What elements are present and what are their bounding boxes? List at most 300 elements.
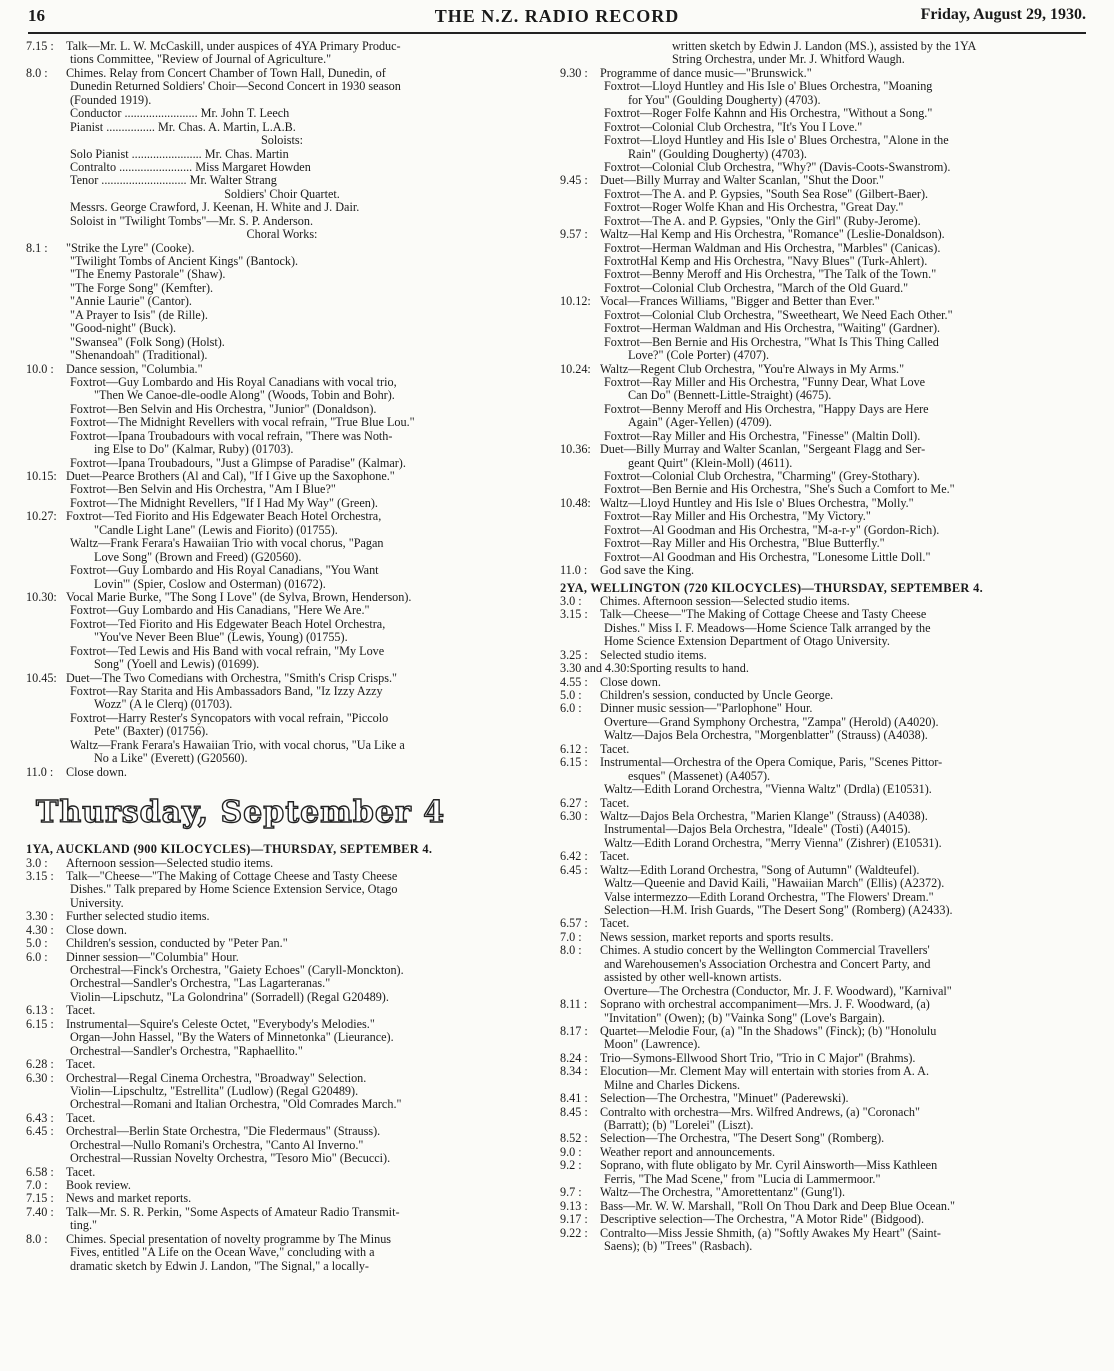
entry-continuation: Conductor ........................ Mr. John T. Leech [70, 107, 290, 121]
programme-entry [560, 1213, 1085, 1226]
entry-text: Tacet. [66, 1004, 96, 1018]
entry-continuation: Saens); (b) "Trees" (Rasbach). [604, 1239, 753, 1253]
entry-time: 6.58 : [26, 1165, 54, 1179]
entry-text: Close down. [600, 675, 661, 689]
programme-entry [26, 510, 538, 523]
entry-continuation: ing Else to Do" (Kalmar, Ruby) (01703). [94, 443, 294, 457]
entry-text: Talk—"Cheese—"The Making of Cottage Cheese and Tasty Cheese [66, 869, 398, 883]
entry-time: 7.0 : [560, 930, 582, 944]
entry-continuation: dramatic sketch by Edwin J. Landon, "The Signal," a locally- [70, 1259, 369, 1273]
entry-continuation: Moon" (Lawrence). [604, 1038, 701, 1052]
entry-continuation: Foxtrot—Herman Waldman and His Orchestra, "Waiting" (Gardner). [604, 322, 941, 336]
entry-text: Waltz—Lloyd Huntley and His Isle o' Blues Orchestra, "Molly." [600, 496, 914, 510]
entry-continuation: University. [70, 896, 124, 910]
entry-time: 8.0 : [26, 1232, 48, 1246]
left-column [26, 40, 538, 1273]
entry-continuation: Love?" (Cole Porter) (4707). [628, 349, 770, 363]
entry-time: 9.13 : [560, 1199, 588, 1213]
station-heading: 1YA, AUCKLAND (900 KILOCYCLES)—THURSDAY, SEPTEMBER 4. [26, 843, 433, 857]
programme-entry [560, 689, 1085, 702]
entry-time: 8.24 : [560, 1051, 588, 1065]
entry-time: 10.30: [26, 590, 57, 604]
entry-text: Talk—Cheese—"The Making of Cottage Cheese and Tasty Cheese [600, 608, 927, 622]
entry-continuation: Dunedin Returned Soldiers' Choir—Second Concert in 1930 season [70, 80, 401, 94]
entry-continuation: Again" (Ager-Yellen) (4709). [628, 416, 772, 430]
entry-time: 6.0 : [26, 950, 48, 964]
programme-entry [26, 1192, 538, 1205]
programme-entry [26, 910, 538, 923]
programme-entry [26, 1112, 538, 1125]
programme-entry [560, 1200, 1085, 1213]
entry-time: 6.0 : [560, 702, 582, 716]
entry-time: 6.30 : [560, 809, 588, 823]
entry-text: Afternoon session—Selected studio items. [66, 856, 274, 870]
entry-continuation: Waltz—Queenie and David Kaili, "Hawaiian March" (Ellis) (A2372). [604, 877, 945, 891]
centered-heading: Choral Works: [246, 228, 318, 242]
entry-text: Chimes. A studio concert by the Wellington Commercial Travellers' [600, 944, 930, 958]
entry-continuation: Love Song" (Brown and Freed) (G20560). [94, 550, 302, 564]
programme-entry [26, 470, 538, 483]
entry-time: 8.1 : [26, 241, 48, 255]
entry-continuation: String Orchestra, under Mr. J. Whitford Waugh. [672, 53, 905, 67]
programme-entry [26, 937, 538, 950]
entry-time: 7.0 : [26, 1179, 48, 1192]
entry-text: Duet—Billy Murray and Walter Scanlan, "Sergeant Flagg and Ser- [600, 443, 926, 457]
entry-continuation: Solo Pianist ....................... Mr. Chas. Martin [70, 147, 289, 161]
entry-text: Orchestral—Regal Cinema Orchestra, "Broadway" Selection. [66, 1071, 367, 1085]
entry-continuation: assisted by other well-known artists. [604, 971, 782, 985]
programme-entry [560, 743, 1085, 756]
entry-time: 9.57 : [560, 228, 588, 242]
entry-text: Book review. [66, 1179, 131, 1192]
entry-continuation: Milne and Charles Dickens. [604, 1078, 741, 1092]
entry-text: Contralto with orchestra—Mrs. Wilfred Andrews, (a) "Coronach" [600, 1105, 920, 1119]
entry-continuation: Selection—H.M. Irish Guards, "The Desert Song" (Romberg) (A2433). [604, 904, 953, 917]
entry-time: 6.15 : [26, 1017, 54, 1031]
entry-continuation: geant Quirt" (Klein-Moll) (4611). [628, 456, 793, 470]
entry-text: Waltz—Hal Kemp and His Orchestra, "Romance" (Leslie-Donaldson). [600, 228, 945, 242]
entry-continuation: Violin—Lipschutz, "La Golondrina" (Sorradell) (Regal G20489). [70, 990, 389, 1004]
entry-text: Dinner music session—"Parlophone" Hour. [600, 702, 813, 716]
programme-entry [26, 40, 538, 53]
entry-continuation: "Twilight Tombs of Ancient Kings" (Bantock). [70, 255, 299, 268]
entry-time: 8.11 : [560, 998, 588, 1012]
entry-text: Weather report and announcements. [600, 1145, 775, 1159]
entry-time: 9.22 : [560, 1226, 588, 1240]
entry-continuation: Foxtrot—Benny Meroff and His Orchestra, "The Talk of the Town." [604, 268, 937, 282]
entry-continuation: Foxtrot—The Midnight Revellers with vocal refrain, "True Blue Lou." [70, 416, 415, 430]
programme-entry [26, 924, 538, 937]
entry-continuation: "You've Never Been Blue" (Lewis, Young) (01755). [94, 631, 348, 645]
entry-time: 6.15 : [560, 756, 588, 770]
entry-time: 3.30 : [26, 910, 54, 924]
entry-continuation: Foxtrot—Ray Miller and His Orchestra, "My Victory." [604, 510, 871, 524]
entry-continuation: Foxtrot—Al Goodman and His Orchestra, "M-a-r-y" (Gordon-Rich). [604, 523, 940, 537]
programme-entry [26, 766, 538, 779]
programme-entry [560, 1159, 1085, 1172]
entry-time: 6.45 : [26, 1125, 54, 1139]
entry-continuation: and Warehousemen's Association Orchestra and Concert Party, and [604, 957, 931, 971]
entry-time: 7.15 : [26, 40, 54, 53]
entry-text: Foxtrot—Ted Fiorito and His Edgewater Beach Hotel Orchestra, [66, 510, 382, 524]
programme-entry [560, 702, 1085, 715]
programme-entry [560, 1106, 1085, 1119]
entry-continuation: Organ—John Hassel, "By the Waters of Minnetonka" (Lieurance). [70, 1031, 394, 1045]
entry-continuation: Foxtrot—Herman Waldman and His Orchestra, "Marbles" (Canicas). [604, 241, 941, 255]
entry-continuation: (Barratt); (b) "Lorelei" (Liszt). [604, 1119, 754, 1132]
entry-text: Chimes. Afternoon session—Selected studio items. [600, 594, 850, 608]
entry-text: Orchestral—Berlin State Orchestra, "Die Fledermaus" (Strauss). [66, 1125, 381, 1139]
entry-continuation: Foxtrot—Guy Lombardo and His Royal Canadians with vocal trio, [70, 375, 397, 389]
programme-entry [560, 564, 1085, 577]
entry-text: Tacet. [66, 1058, 96, 1072]
entry-time: 9.45 : [560, 174, 588, 188]
entry-continuation: Song" (Yoell and Lewis) (01699). [94, 658, 260, 672]
entry-time: 3.0 : [26, 856, 48, 870]
programme-entry [26, 1166, 538, 1179]
entry-time: 11.0 : [560, 564, 588, 578]
entry-continuation: Foxtrot—Ipana Troubadours with vocal refrain, "There was Noth- [70, 429, 393, 443]
programme-entry [560, 174, 1085, 187]
entry-text: Trio—Symons-Ellwood Short Trio, "Trio in C Major" (Brahms). [600, 1051, 916, 1065]
entry-text: Vocal Marie Burke, "The Song I Love" (de Sylva, Brown, Henderson). [66, 590, 412, 604]
entry-continuation: Pianist ................ Mr. Chas. A. Martin, L.A.B. [70, 120, 296, 134]
entry-text: Duet—Pearce Brothers (Al and Cal), "If I Give up the Saxophone." [66, 470, 395, 483]
entry-continuation: Ferris, "The Mad Scene," from "Lucia di Lammermoor." [604, 1172, 881, 1186]
entry-time: 11.0 : [26, 765, 54, 779]
entry-continuation: "Swansea" (Folk Song) (Holst). [70, 335, 225, 349]
entry-text: Contralto—Miss Jessie Shmith, (a) "Softly Awakes My Heart" (Saint- [600, 1226, 941, 1240]
programme-entry [26, 1125, 538, 1138]
entry-time: 10.24: [560, 362, 591, 376]
entry-continuation: written sketch by Edwin J. Landon (MS.), assisted by the 1YA [672, 40, 977, 53]
entry-text: Dance session, "Columbia." [66, 362, 203, 376]
entry-continuation: Foxtrot—Ray Starita and His Ambassadors Band, "Iz Izzy Azzy [70, 685, 383, 698]
entry-text: Dinner session—"Columbia" Hour. [66, 950, 239, 964]
entry-time: 6.28 : [26, 1058, 54, 1072]
programme-entry [560, 1065, 1085, 1078]
entry-text: Further selected studio items. [66, 910, 210, 924]
programme-entry [560, 1052, 1085, 1065]
programme-entry [560, 295, 1085, 308]
entry-continuation: "Shenandoah" (Traditional). [70, 349, 208, 363]
programme-entry [560, 810, 1085, 823]
entry-time: 8.0 : [560, 944, 582, 958]
entry-time: 6.13 : [26, 1004, 54, 1018]
entry-continuation: Orchestral—Romani and Italian Orchestra, "Old Comrades March." [70, 1098, 402, 1112]
entry-text: "Strike the Lyre" (Cooke). [66, 241, 195, 255]
entry-continuation: Home Science Extension Department of Otago University. [604, 635, 890, 649]
entry-text: Children's session, conducted by Uncle George. [600, 689, 834, 702]
entry-time: 6.57 : [560, 917, 588, 931]
entry-text: Tacet. [66, 1111, 96, 1125]
entry-text: News and market reports. [66, 1192, 192, 1206]
entry-continuation: Can Do" (Bennett-Little-Straight) (4675). [628, 389, 832, 403]
programme-entry [560, 1227, 1085, 1240]
programme-entry [26, 242, 538, 255]
entry-time: 6.27 : [560, 796, 588, 810]
programme-entry [560, 1186, 1085, 1199]
entry-continuation: Waltz—Edith Lorand Orchestra, "Merry Vienna" (Zishrer) (E10531). [604, 836, 942, 850]
entry-continuation: Foxtrot—Colonial Club Orchestra, "Sweetheart, We Need Each Other." [604, 308, 953, 322]
entry-continuation: Foxtrot—The Midnight Revellers, "If I Had My Way" (Green). [70, 496, 378, 510]
right-column [560, 40, 1085, 1253]
entry-continuation: Overture—Grand Symphony Orchestra, "Zampa" (Herold) (A4020). [604, 715, 939, 729]
entry-continuation: Fives, entitled "A Life on the Ocean Wave," concluding with a [70, 1246, 375, 1260]
entry-continuation: (Founded 1919). [70, 93, 152, 107]
entry-time: 3.0 : [560, 594, 582, 608]
issue-date: Friday, August 29, 1930. [920, 6, 1086, 23]
entry-time: 9.30 : [560, 66, 588, 80]
programme-entry [560, 998, 1085, 1011]
entry-time: 5.0 : [560, 689, 582, 702]
entry-continuation: "The Forge Song" (Kemfter). [70, 281, 214, 295]
programme-entry [560, 1092, 1085, 1105]
programme-entry [26, 951, 538, 964]
entry-continuation: Tenor ............................ Mr. Walter Strang [70, 174, 277, 188]
station-heading: 2YA, WELLINGTON (720 KILOCYCLES)—THURSDAY, SEPTEMBER 4. [560, 581, 983, 595]
entry-continuation: tions Committee, "Review of Journal of Agriculture." [70, 53, 332, 67]
entry-time: 9.7 : [560, 1186, 582, 1200]
entry-continuation: Foxtrot—Benny Meroff and His Orchestra, "Happy Days are Here [604, 402, 929, 416]
programme-entry [26, 1072, 538, 1085]
entry-text: Tacet. [600, 742, 630, 756]
entry-time: 10.15: [26, 470, 57, 483]
entry-continuation: Waltz—Frank Ferara's Hawaiian Trio, with vocal chorus, "Ua Like a [70, 738, 405, 752]
entry-time: 6.12 : [560, 742, 588, 756]
entry-continuation: Waltz—Frank Ferara's Hawaiian Trio with vocal chorus, "Pagan [70, 537, 384, 551]
entry-text: Selection—The Orchestra, "Minuet" (Paderewski). [600, 1092, 849, 1106]
entry-text: Chimes. Relay from Concert Chamber of Town Hall, Dunedin, of [66, 66, 386, 80]
entry-continuation: Wozz" (A le Clerq) (01703). [94, 698, 233, 712]
entry-text: Quartet—Melodie Four, (a) "In the Shadows" (Finck); (b) "Honolulu [600, 1024, 937, 1038]
programme-entry [560, 676, 1085, 689]
programme-entry [560, 497, 1085, 510]
entry-time: 3.30 and 4.30: [560, 662, 630, 676]
entry-continuation: Foxtrot—Ipana Troubadours, "Just a Glimpse of Paradise" (Kalmar). [70, 456, 406, 470]
entry-continuation: Soloist in "Twilight Tombs"—Mr. S. P. Anderson. [70, 214, 314, 228]
programme-entry [560, 931, 1085, 944]
entry-text: Tacet. [600, 917, 630, 931]
entry-continuation: Orchestral—Finck's Orchestra, "Gaiety Echoes" (Caryll-Monckton). [70, 964, 404, 977]
entry-time: 9.2 : [560, 1159, 582, 1173]
centered-heading: Soldiers' Choir Quartet. [224, 187, 340, 201]
entry-continuation: Foxtrot—Ray Miller and His Orchestra, "Blue Butterfly." [604, 537, 885, 551]
entry-text: Instrumental—Squire's Celeste Octet, "Everybody's Melodies." [66, 1017, 375, 1031]
entry-continuation: Foxtrot—Ben Bernie and His Orchestra, "What Is This Thing Called [604, 335, 939, 349]
entry-time: 8.17 : [560, 1024, 588, 1038]
entry-text: Waltz—Dajos Bela Orchestra, "Marien Klange" (Strauss) (A4038). [600, 809, 928, 823]
entry-time: 9.0 : [560, 1145, 582, 1159]
entry-text: Tacet. [600, 796, 630, 810]
programme-entry [560, 756, 1085, 769]
entry-time: 10.48: [560, 496, 591, 510]
entry-continuation: Foxtrot—Roger Wolfe Khan and His Orchestra, "Great Day." [604, 201, 904, 215]
programme-entry [560, 850, 1085, 863]
entry-time: 8.34 : [560, 1065, 588, 1079]
entry-continuation: Dishes." Miss I. F. Meadows—Home Science Talk arranged by the [604, 621, 931, 635]
entry-time: 10.12: [560, 295, 591, 309]
entry-continuation: Pete" (Baxter) (01756). [94, 725, 209, 739]
entry-continuation: Orchestral—Sandler's Orchestra, "Las Lagarteranas." [70, 977, 331, 991]
entry-text: Duet—The Two Comedians with Orchestra, "Smith's Crisp Crisps." [66, 671, 397, 685]
entry-continuation: Foxtrot—Guy Lombardo and His Royal Canadians, "You Want [70, 564, 379, 578]
programme-entry [560, 864, 1085, 877]
entry-continuation: "Annie Laurie" (Cantor). [70, 295, 192, 309]
entry-continuation: Foxtrot—Colonial Club Orchestra, "Why?" (Davis-Coots-Swanstrom). [604, 160, 951, 174]
entry-continuation: Foxtrot—Guy Lombardo and His Canadians, "Here We Are." [70, 604, 370, 618]
entry-continuation: Foxtrot—The A. and P. Gypsies, "Only the Girl" (Ruby-Jerome). [604, 214, 921, 228]
programme-entry [560, 797, 1085, 810]
entry-time: 10.0 : [26, 362, 54, 376]
entry-continuation: Waltz—Edith Lorand Orchestra, "Vienna Waltz" (Drdla) (E10531). [604, 783, 932, 797]
programme-entry [26, 363, 538, 376]
entry-continuation: Foxtrot—Al Goodman and His Orchestra, "Lonesome Little Doll." [604, 550, 931, 564]
entry-continuation: Foxtrot—Ray Miller and His Orchestra, "Funny Dear, What Love [604, 375, 926, 389]
entry-continuation: Dishes." Talk prepared by Home Science Extension Service, Otago [70, 883, 398, 897]
entry-text: Selection—The Orchestra, "The Desert Song" (Romberg). [600, 1132, 885, 1146]
entry-continuation: "Candle Light Lane" (Lewis and Fiorito) (01755). [94, 523, 338, 537]
entry-time: 8.45 : [560, 1105, 588, 1119]
entry-continuation: Foxtrot—Lloyd Huntley and His Isle o' Blues Orchestra, "Moaning [604, 80, 933, 94]
entry-continuation: Contralto ........................ Miss Margaret Howden [70, 160, 311, 174]
entry-time: 3.25 : [560, 648, 588, 662]
programme-entry [560, 917, 1085, 930]
entry-text: Duet—Billy Murray and Walter Scanlan, "Shut the Door." [600, 174, 884, 188]
entry-continuation: Foxtrot—Colonial Club Orchestra, "Charming" (Grey-Stothary). [604, 470, 920, 483]
entry-continuation: Foxtrot—Lloyd Huntley and His Isle o' Blues Orchestra, "Alone in the [604, 134, 949, 148]
entry-text: Waltz—Edith Lorand Orchestra, "Song of Autumn" (Waldteufel). [600, 863, 920, 877]
programme-entry [26, 1233, 538, 1246]
entry-continuation: "Good-night" (Buck). [70, 322, 177, 336]
entry-text: Vocal—Frances Williams, "Bigger and Better than Ever." [600, 295, 880, 309]
entry-continuation: Valse intermezzo—Edith Lorand Orchestra, "The Flowers' Dream." [604, 890, 934, 904]
entry-text: Soprano, with flute obligato by Mr. Cyril Ainsworth—Miss Kathleen [600, 1159, 938, 1173]
programme-entry [560, 67, 1085, 80]
entry-text: Tacet. [600, 850, 630, 864]
entry-continuation: "Then We Canoe-dle-oodle Along" (Woods, Tobin and Bohr). [94, 389, 395, 403]
page-header [28, 6, 1086, 34]
entry-continuation: Instrumental—Dajos Bela Orchestra, "Ideale" (Tosti) (A4015). [604, 823, 911, 837]
entry-continuation: Lovin'" (Spier, Coslow and Osterman) (01672). [94, 577, 326, 591]
entry-time: 9.17 : [560, 1213, 588, 1227]
entry-time: 7.15 : [26, 1192, 54, 1206]
entry-time: 6.42 : [560, 850, 588, 864]
entry-continuation: Foxtrot—The A. and P. Gypsies, "South Sea Rose" (Gilbert-Baer). [604, 187, 929, 201]
entry-time: 5.0 : [26, 937, 48, 951]
entry-continuation: "Invitation" (Owen); (b) "Vainka Song" (Love's Bargain). [604, 1011, 885, 1025]
entry-text: Children's session, conducted by "Peter Pan." [66, 937, 288, 951]
programme-entry [26, 1206, 538, 1219]
entry-text: Talk—Mr. S. R. Perkin, "Some Aspects of Amateur Radio Transmit- [66, 1205, 400, 1219]
entry-continuation: Foxtrot—Colonial Club Orchestra, "March of the Old Guard." [604, 281, 909, 295]
publication-title: THE N.Z. RADIO RECORD [434, 6, 680, 26]
programme-entry [560, 228, 1085, 241]
programme-entry [560, 662, 1085, 675]
entry-text: Waltz—Regent Club Orchestra, "You're Always in My Arms." [600, 362, 905, 376]
entry-text: Selected studio items. [600, 648, 707, 662]
entry-time: 6.43 : [26, 1111, 54, 1125]
programme-entry [26, 1018, 538, 1031]
programme-entry [560, 363, 1085, 376]
entry-text: Tacet. [66, 1165, 96, 1179]
programme-entry [26, 67, 538, 80]
entry-continuation: Orchestral—Sandler's Orchestra, "Raphaellito." [70, 1044, 303, 1058]
entry-continuation: Rain" (Goulding Dougherty) (4703). [628, 147, 807, 161]
entry-continuation: Foxtrot—Ben Bernie and His Orchestra, "She's Such a Comfort to Me." [604, 483, 955, 497]
entry-continuation: Foxtrot—Ben Selvin and His Orchestra, "Am I Blue?" [70, 483, 336, 497]
programme-entry [26, 870, 538, 883]
entry-text: Close down. [66, 765, 127, 779]
entry-continuation: Orchestral—Russian Novelty Orchestra, "Tesoro Mio" (Becucci). [70, 1152, 391, 1166]
entry-text: Elocution—Mr. Clement May will entertain with stories from A. A. [600, 1065, 930, 1079]
entry-continuation: Overture—The Orchestra (Conductor, Mr. J. F. Woodward), "Karnival" [604, 984, 952, 998]
programme-entry [560, 595, 1085, 608]
entry-continuation: Waltz—Dajos Bela Orchestra, "Morgenblatter" (Strauss) (A4038). [604, 729, 928, 743]
programme-entry [560, 944, 1085, 957]
entry-continuation: Foxtrot—Colonial Club Orchestra, "It's You I Love." [604, 120, 863, 134]
programme-entry [560, 443, 1085, 456]
entry-continuation: Foxtrot—Ben Selvin and His Orchestra, "Junior" (Donaldson). [70, 402, 377, 416]
entry-time: 6.45 : [560, 863, 588, 877]
entry-time: 3.15 : [560, 608, 588, 622]
entry-text: Soprano with orchestral accompaniment—Mrs. J. F. Woodward, (a) [600, 998, 930, 1012]
programme-entry [26, 672, 538, 685]
programme-entry [26, 1004, 538, 1017]
entry-time: 3.15 : [26, 869, 54, 883]
entry-continuation: ting." [70, 1219, 97, 1233]
entry-continuation: Messrs. George Crawford, J. Keenan, H. White and J. Dair. [70, 201, 360, 215]
programme-entry [26, 1179, 538, 1192]
entry-continuation: Foxtrot—Ray Miller and His Orchestra, "Finesse" (Maltin Doll). [604, 429, 921, 443]
programme-entry [26, 1058, 538, 1071]
entry-text: Chimes. Special presentation of novelty programme by The Minus [66, 1232, 392, 1246]
entry-time: 4.30 : [26, 923, 54, 937]
entry-time: 6.30 : [26, 1071, 54, 1085]
entry-text: Programme of dance music—"Brunswick." [600, 66, 812, 80]
entry-time: 10.36: [560, 443, 591, 457]
entry-continuation: esques" (Massenet) (A4057). [628, 769, 771, 783]
entry-continuation: Orchestral—Nullo Romani's Orchestra, "Canto Al Inverno." [70, 1138, 364, 1152]
entry-continuation: No a Like" (Everett) (G20560). [94, 752, 248, 766]
entry-text: Sporting results to hand. [629, 662, 749, 676]
entry-continuation: for You" (Goulding Dougherty) (4703). [628, 93, 821, 107]
programme-entry [26, 591, 538, 604]
day-heading: Thursday, September 4 [36, 795, 446, 831]
entry-continuation: Foxtrot—Roger Folfe Kahnn and His Orchestra, "Without a Song." [604, 107, 933, 121]
entry-continuation: FoxtrotHal Kemp and His Orchestra, "Navy Blues" (Turk-Ahlert). [604, 255, 928, 268]
entry-time: 8.52 : [560, 1132, 588, 1146]
entry-continuation: Violin—Lipschultz, "Estrellita" (Ludlow) (Regal G20489). [70, 1084, 359, 1098]
entry-text: News session, market reports and sports results. [600, 930, 834, 944]
page-number: 16 [28, 6, 45, 25]
programme-entry [560, 1025, 1085, 1038]
entry-continuation: Foxtrot—Harry Rester's Syncopators with vocal refrain, "Piccolo [70, 711, 389, 725]
entry-time: 10.45: [26, 671, 57, 685]
programme-entry [26, 857, 538, 870]
entry-time: 7.40 : [26, 1205, 54, 1219]
entry-time: 8.0 : [26, 66, 48, 80]
entry-text: Instrumental—Orchestra of the Opera Comique, Paris, "Scenes Pittor- [600, 756, 943, 770]
entry-text: Descriptive selection—The Orchestra, "A Motor Ride" (Bidgood). [600, 1213, 925, 1227]
programme-entry [560, 608, 1085, 621]
centered-heading: Soloists: [261, 134, 303, 148]
programme-entry [560, 1132, 1085, 1145]
programme-entry [560, 649, 1085, 662]
entry-continuation: Foxtrot—Ted Fiorito and His Edgewater Beach Hotel Orchestra, [70, 617, 386, 631]
entry-text: Talk—Mr. L. W. McCaskill, under auspices of 4YA Primary Produc- [66, 40, 401, 53]
entry-text: Close down. [66, 923, 127, 937]
